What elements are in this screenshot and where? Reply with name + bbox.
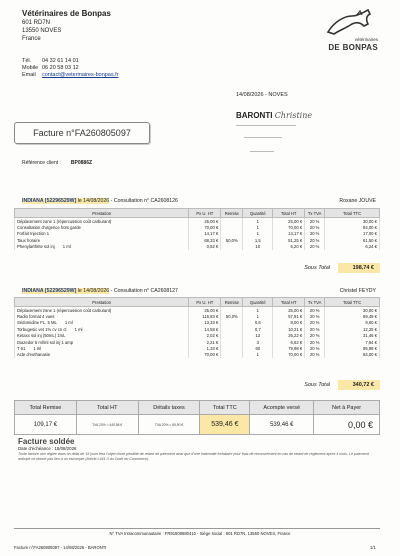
consultation-header (14, 196, 380, 205)
row-prestation (15, 244, 189, 250)
row-prestation (15, 352, 189, 358)
row-total-ttc: 30,00 € (325, 307, 380, 314)
row-total-ttc: 69,49 € (325, 313, 380, 319)
table-row (15, 307, 380, 314)
subtotal-value: 198,74 € (338, 263, 380, 273)
tax-detail: TVA 20% = 89,90 € (154, 422, 184, 427)
prestation-label: Consultation d'urgence hors garde (17, 225, 81, 231)
row-tx-tva: 20 % (305, 237, 325, 243)
prestation-unit: 1 ml (64, 320, 73, 326)
due-date: Date d'échéance : 15/08/2026 (18, 446, 77, 451)
clinic-address-line-1: 601 RD7N (22, 20, 51, 26)
row-tx-tva: 20 % (305, 345, 325, 351)
client-first-name: Christine (274, 111, 313, 120)
email-link[interactable]: contact@veterinaires-bonpas.fr (42, 72, 119, 78)
row-tx-tva: 20 % (305, 244, 325, 250)
table-row (15, 352, 380, 358)
row-total-ht: 10,21 € (273, 326, 305, 332)
prestations-table (14, 208, 380, 250)
prestations-table (14, 297, 380, 358)
row-remise (221, 307, 243, 314)
row-quantite: 0,7 (243, 326, 273, 332)
row-total-ht: 5,20 € (273, 244, 305, 250)
invoice-number-box (14, 122, 150, 144)
deposit-value: 539,46 € (250, 415, 314, 435)
footer-page-number: 1/1 (370, 545, 376, 550)
row-quantite: 60 (243, 345, 273, 351)
row-pu-ht: 14,58 € (189, 326, 221, 332)
col-remise: Remise (221, 209, 243, 218)
row-remise (221, 352, 243, 358)
row-pu-ht: 25,00 € (189, 218, 221, 225)
row-quantite: 1 (243, 218, 273, 225)
row-pu-ht: 2,21 € (189, 339, 221, 345)
clinic-address-line-3: France (22, 36, 41, 42)
total-remise-header: Total Remise (15, 401, 77, 415)
col-pu-ht: Px U. HT (189, 209, 221, 218)
row-tx-tva: 20 % (305, 333, 325, 339)
row-total-ttc: 6,24 € (325, 244, 380, 250)
row-total-ttc: 30,00 € (325, 218, 380, 225)
prestation-label: Déplacement zone 1 (répercussion coût carburant) (17, 307, 112, 313)
horse-icon (300, 8, 382, 38)
prestation-label: Radio format 4 vues (17, 314, 55, 320)
totals-table (14, 400, 380, 435)
row-quantite: 3 (243, 339, 273, 345)
tax-details-value (138, 415, 200, 435)
row-quantite: 1 (243, 224, 273, 230)
table-row (15, 244, 380, 250)
col-pu-ht: Px U. HT (189, 298, 221, 307)
handwritten-scribble (236, 125, 296, 126)
invoice-number: Facture n°FA260805097 (33, 128, 131, 138)
row-remise: 50,0% (221, 237, 243, 243)
row-total-ht: 6,62 € (273, 339, 305, 345)
client-name (236, 111, 312, 120)
prestation-label: Phenylarthrite sol inj (17, 244, 55, 250)
row-total-ht: 51,25 € (273, 237, 305, 243)
row-total-ttc: 95,98 € (325, 345, 380, 351)
row-prestation (15, 307, 189, 314)
col-prestation: Prestation (15, 298, 189, 307)
row-tx-tva: 20 % (305, 320, 325, 326)
prestation-label: Acte d'euthanasie (17, 352, 51, 358)
consultation-date: le 14/08/2026 (77, 287, 110, 294)
row-pu-ht: 1,33 € (189, 345, 221, 351)
tel-value: 04 32 61 14 01 (42, 58, 79, 64)
row-quantite: 13 (243, 333, 273, 339)
footer-vat-info: N° TVA Intracommunautaire : FR91508680410 - Siège social : 601 RD7N, 13550 NOVES, France (109, 531, 291, 536)
row-tx-tva: 20 % (305, 352, 325, 358)
row-total-ttc: 12,25 € (325, 326, 380, 332)
prestation-label: Sédomidine FL. 5 ML (17, 320, 57, 326)
prestation-label: Torbugesic vet 1% cv cn ct (17, 326, 67, 332)
logo-brand: DE BONPAS (328, 43, 378, 52)
subtotal-value: 340,72 € (338, 380, 380, 390)
tel-label: Tél. (22, 58, 32, 64)
prestation-label: Forfait Injection 1 (17, 231, 50, 237)
total-ht-header: Total HT (76, 401, 138, 415)
total-ttc-value: 539,46 € (200, 415, 250, 435)
row-pu-ht: 115,83 € (189, 313, 221, 319)
vet-name: Roxane JOUVE (339, 197, 376, 204)
row-total-ttc: 61,50 € (325, 237, 380, 243)
prestation-label: Déplacement zone 1 (répercussion coût carburant) (17, 218, 112, 224)
row-remise (221, 244, 243, 250)
clinic-address-line-2: 13550 NOVES (22, 28, 62, 34)
consultation-number: - Consultation n° CA2608127 (110, 287, 178, 294)
handwritten-scribble (244, 137, 282, 138)
col-tx-tva: Tx TVA (305, 298, 325, 307)
row-total-ttc: 84,00 € (325, 224, 380, 230)
row-quantite: 1 (243, 313, 273, 319)
row-total-ttc: 9,60 € (325, 320, 380, 326)
consultation-number: - Consultation n° CA2608126 (110, 197, 178, 204)
col-total-ht: Total HT (273, 209, 305, 218)
mobile-value: 06 20 58 03 12 (42, 65, 79, 71)
row-total-ht: 8,00 € (273, 320, 305, 326)
row-total-ht: 14,17 € (273, 231, 305, 237)
logo-subtitle: vétérinaires (354, 37, 378, 42)
row-total-ttc: 7,94 € (325, 339, 380, 345)
net-to-pay-header: Net à Payer (314, 401, 380, 415)
row-total-ttc: 31,46 € (325, 333, 380, 339)
client-last-name: BARONTI (236, 111, 273, 120)
row-pu-ht: 68,33 € (189, 237, 221, 243)
invoice-date-place: 14/08/2026 - NOVES (236, 92, 288, 98)
col-total-ttc: Total TTC (325, 298, 380, 307)
animal-id: INDIANA [52296529W] (22, 197, 77, 204)
deposit-header: Acompte versé (250, 401, 314, 415)
table-row (15, 218, 380, 225)
subtotal-row (14, 263, 380, 273)
row-quantite: 1 (243, 352, 273, 358)
row-tx-tva: 20 % (305, 224, 325, 230)
ref-label: Référence client : (22, 160, 61, 166)
col-total-ttc: Total TTC (325, 209, 380, 218)
col-tx-tva: Tx TVA (305, 209, 325, 218)
total-ht-value (76, 415, 138, 435)
row-tx-tva: 20 % (305, 326, 325, 332)
row-quantite: 0,6 (243, 320, 273, 326)
row-quantite: 1,5 (243, 237, 273, 243)
row-pu-ht: 25,00 € (189, 307, 221, 314)
subtotal-label: Sous Total (304, 382, 330, 388)
vet-name: Christel FEYDY (339, 287, 376, 294)
col-quantite: Quantité (243, 209, 273, 218)
clinic-logo (300, 8, 382, 58)
email-label: Email (22, 72, 36, 78)
row-remise (221, 218, 243, 225)
paid-status: Facture soldée (18, 437, 75, 446)
row-pu-ht: 13,33 € (189, 320, 221, 326)
row-remise: 50,0% (221, 313, 243, 319)
prestation-label: Taux horaire (17, 237, 41, 243)
row-total-ttc: 84,00 € (325, 352, 380, 358)
clinic-contact (22, 58, 119, 79)
col-quantite: Quantité (243, 298, 273, 307)
row-pu-ht: 14,17 € (189, 231, 221, 237)
subtotal-label: Sous Total (304, 265, 330, 271)
row-tx-tva: 20 % (305, 231, 325, 237)
prestation-unit: 1 ml (33, 346, 42, 352)
row-total-ht: 70,00 € (273, 352, 305, 358)
row-total-ht: 70,00 € (273, 224, 305, 230)
tax-details-header: Détails taxes (138, 401, 200, 415)
footer-divider (14, 528, 380, 529)
col-total-ht: Total HT (273, 298, 305, 307)
col-remise: Remise (221, 298, 243, 307)
prestation-label: Ketaxx sol inj (50mL) 1mL (17, 333, 66, 339)
row-tx-tva: 20 % (305, 313, 325, 319)
prestation-label: Diazedor 5 ml/ml sol inj 1 amp (17, 339, 74, 345)
client-reference (22, 160, 92, 166)
row-quantite: 1 (243, 231, 273, 237)
consultation-date: le 14/08/2026 (77, 197, 110, 204)
row-prestation (15, 218, 189, 225)
total-ttc-header: Total TTC (200, 401, 250, 415)
row-total-ttc: 17,00 € (325, 231, 380, 237)
row-tx-tva: 20 % (305, 307, 325, 314)
row-quantite: 1 (243, 307, 273, 314)
handwritten-scribble (250, 151, 274, 152)
row-pu-ht: 70,00 € (189, 224, 221, 230)
mobile-label: Mobile (22, 65, 39, 71)
row-pu-ht: 2,02 € (189, 333, 221, 339)
row-total-ht: 25,00 € (273, 218, 305, 225)
legal-notice: Toute facture non réglée dans un délai de 15 jours fera l'objet d'une pénalité de retard de paiement ainsi que d'une indemnité forfaitaire pour frais de recouvrement en cas de retard de règlement après 4 mois. Le paiement anticipé ne donne pas lieu à un escompte (Article L441-3 du Code du Commerce). (18, 452, 369, 461)
prestation-unit: 1 ml (62, 244, 71, 250)
row-total-ht: 25,00 € (273, 307, 305, 314)
total-remise-value: 109,17 € (15, 415, 77, 435)
row-pu-ht: 70,00 € (189, 352, 221, 358)
animal-id: INDIANA [52296529W] (22, 287, 77, 294)
prestation-label: T 61 (17, 346, 26, 352)
row-total-ht: 26,22 € (273, 333, 305, 339)
col-prestation: Prestation (15, 209, 189, 218)
row-pu-ht: 0,52 € (189, 244, 221, 250)
row-tx-tva: 20 % (305, 218, 325, 225)
consultation-header (14, 286, 380, 295)
row-quantite: 10 (243, 244, 273, 250)
clinic-name: Vétérinaires de Bonpas (22, 9, 111, 18)
footer-invoice-ref: Facture n°FA260805097 - 14/08/2026 - BARONTI (14, 545, 107, 550)
net-to-pay-value: 0,00 € (314, 415, 380, 435)
total-ht-detail: TVA 20% = 449,56 € (92, 422, 123, 427)
subtotal-row (14, 380, 380, 390)
row-tx-tva: 20 % (305, 339, 325, 345)
prestation-unit: 1 ml (74, 326, 83, 332)
ref-value: BP0886Z (70, 160, 93, 166)
row-total-ht: 79,98 € (273, 345, 305, 351)
row-total-ht: 57,91 € (273, 313, 305, 319)
